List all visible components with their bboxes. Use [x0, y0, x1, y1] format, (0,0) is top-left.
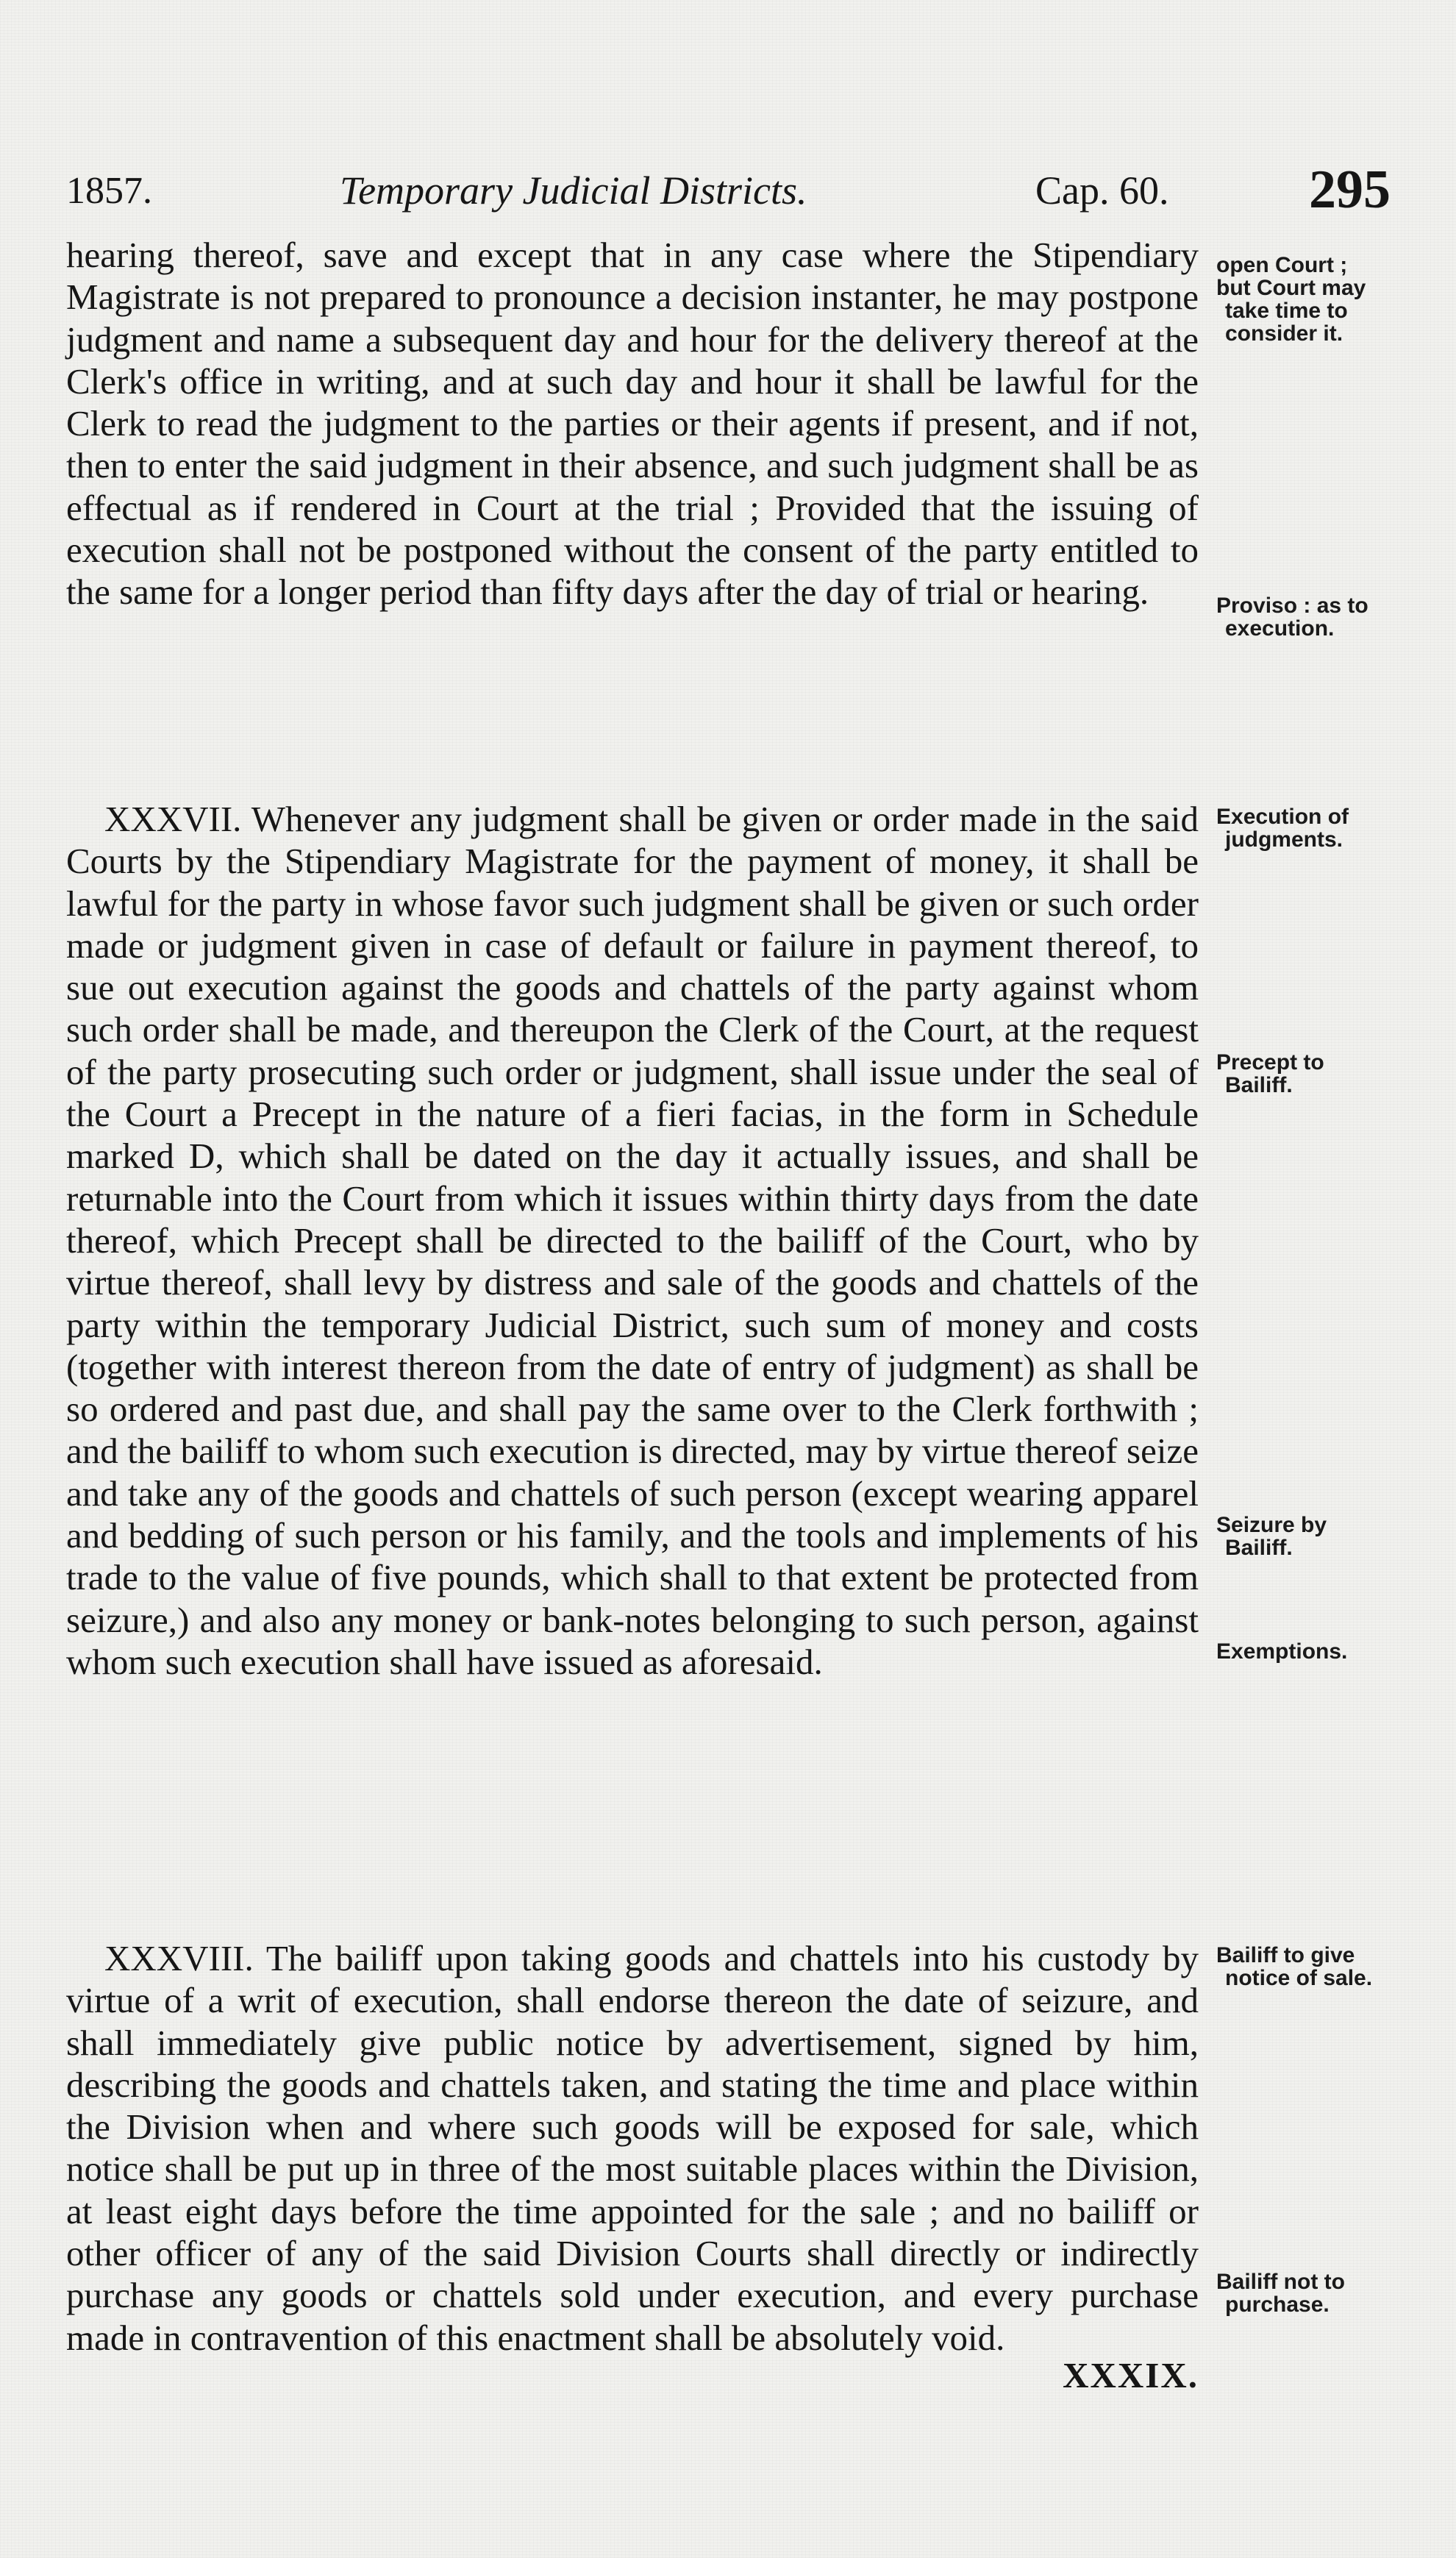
intro-paragraph: hearing thereof, save and except that in any case where the Stipendiary Magistrate is not prepared to pronounce a decision instanter, he may postpone judgment and name a subsequent day and hour for the delivery thereof at the Clerk's office in writing, and at such day and hour it shall be lawful for the Clerk to read the judgment to the parties or their agents if present, and if not, then to enter the said judgment in their absence, and such judgment shall be as effectual as if rendered in Court at the trial ; Provided that the issuing of execution shall not be postponed without the consent of the party entitled to the same for a longer period than fifty days after the day of trial or hearing. [66, 235, 1199, 613]
section-38-block [66, 1937, 1199, 2396]
margin-note-open-court-line1: open Court ; [1216, 253, 1348, 277]
margin-note-open-court-line3: take time to [1225, 299, 1348, 323]
margin-note-notice-line1: Bailiff to give [1216, 1943, 1355, 1967]
margin-note-proviso [1216, 594, 1437, 640]
margin-note-notice-line2: notice of sale. [1225, 1966, 1373, 1990]
margin-note-purchase-line1: Bailiff not to [1216, 2270, 1345, 2294]
intro-paragraph-block [66, 234, 1199, 613]
page-header [0, 160, 1456, 222]
margin-note-open-court-line2: but Court may [1216, 276, 1366, 300]
margin-note-exemptions-line1: Exemptions. [1216, 1639, 1348, 1664]
margin-note-seizure-line2: Bailiff. [1225, 1536, 1293, 1560]
margin-note-notice [1216, 1944, 1437, 1989]
margin-note-precept [1216, 1051, 1437, 1097]
header-year: 1857. [66, 170, 152, 212]
catchword: XXXIX. [1063, 2354, 1199, 2395]
margin-note-seizure-line1: Seizure by [1216, 1513, 1327, 1537]
margin-note-execution-line2: judgments. [1225, 827, 1343, 852]
page-number: 295 [1309, 160, 1391, 220]
margin-note-exemptions [1216, 1640, 1437, 1663]
header-title: Temporary Judicial Districts. [340, 168, 807, 213]
margin-note-open-court [1216, 254, 1437, 345]
margin-note-proviso-line1: Proviso : as to [1216, 594, 1368, 618]
margin-note-precept-line2: Bailiff. [1225, 1073, 1293, 1097]
section-38-paragraph: XXXVIII. The bailiff upon taking goods and chattels into his custody by virtue of a writ of execution, shall endorse thereon the date of seizure, and shall immediately give public notice by advertisement, signed by him, describing the goods and chattels taken, and stating the time and place within the Division when and where such goods will be exposed for sale, which notice shall be put up in three of the most suitable places within the Division, at least eight days before the time appointed for the sale ; and no bailiff or other officer of any of the said Division Courts shall directly or indirectly purchase any goods or chattels sold under execution, and every purchase made in contravention of this enactment shall be absolutely void. [66, 1938, 1199, 2358]
section-37-block [66, 798, 1199, 1683]
margin-note-execution [1216, 805, 1437, 851]
margin-note-purchase [1216, 2270, 1437, 2316]
margin-note-precept-line1: Precept to [1216, 1050, 1324, 1075]
margin-note-seizure [1216, 1514, 1437, 1559]
margin-note-execution-line1: Execution of [1216, 805, 1349, 829]
margin-note-purchase-line2: purchase. [1225, 2292, 1330, 2317]
margin-note-proviso-line2: execution. [1225, 616, 1335, 641]
header-chapter: Cap. 60. [1035, 168, 1169, 213]
margin-note-open-court-line4: consider it. [1225, 321, 1343, 346]
section-37-paragraph: XXXVII. Whenever any judgment shall be given or order made in the said Courts by the Stipendiary Magistrate for the payment of money, it shall be lawful for the party in whose favor such judgment shall be given or such order made or judgment given in case of default or failure in payment thereof, to sue out execution against the goods and chattels of the party against whom such order shall be made, and thereupon the Clerk of the Court, at the request of the party prosecuting such order or judgment, shall issue under the seal of the Court a Precept in the nature of a fieri facias, in the form in Schedule marked D, which shall be dated on the day it actually issues, and shall be returnable into the Court from which it issues within thirty days from the date thereof, which Precept shall be directed to the bailiff of the Court, who by virtue thereof, shall levy by distress and sale of the goods and chattels of the party within the temporary Judicial District, such sum of money and costs (together with interest thereon from the date of entry of judgment) as shall be so ordered and past due, and shall pay the same over to the Clerk forthwith ; and the bailiff to whom such execution is directed, may by virtue thereof seize and take any of the goods and chattels of such person (except wearing apparel and bedding of such person or his family, and the tools and implements of his trade to the value of five pounds, which shall to that extent be protected from seizure,) and also any money or bank-notes belonging to such person, against whom such execution shall have issued as aforesaid. [66, 799, 1199, 1682]
